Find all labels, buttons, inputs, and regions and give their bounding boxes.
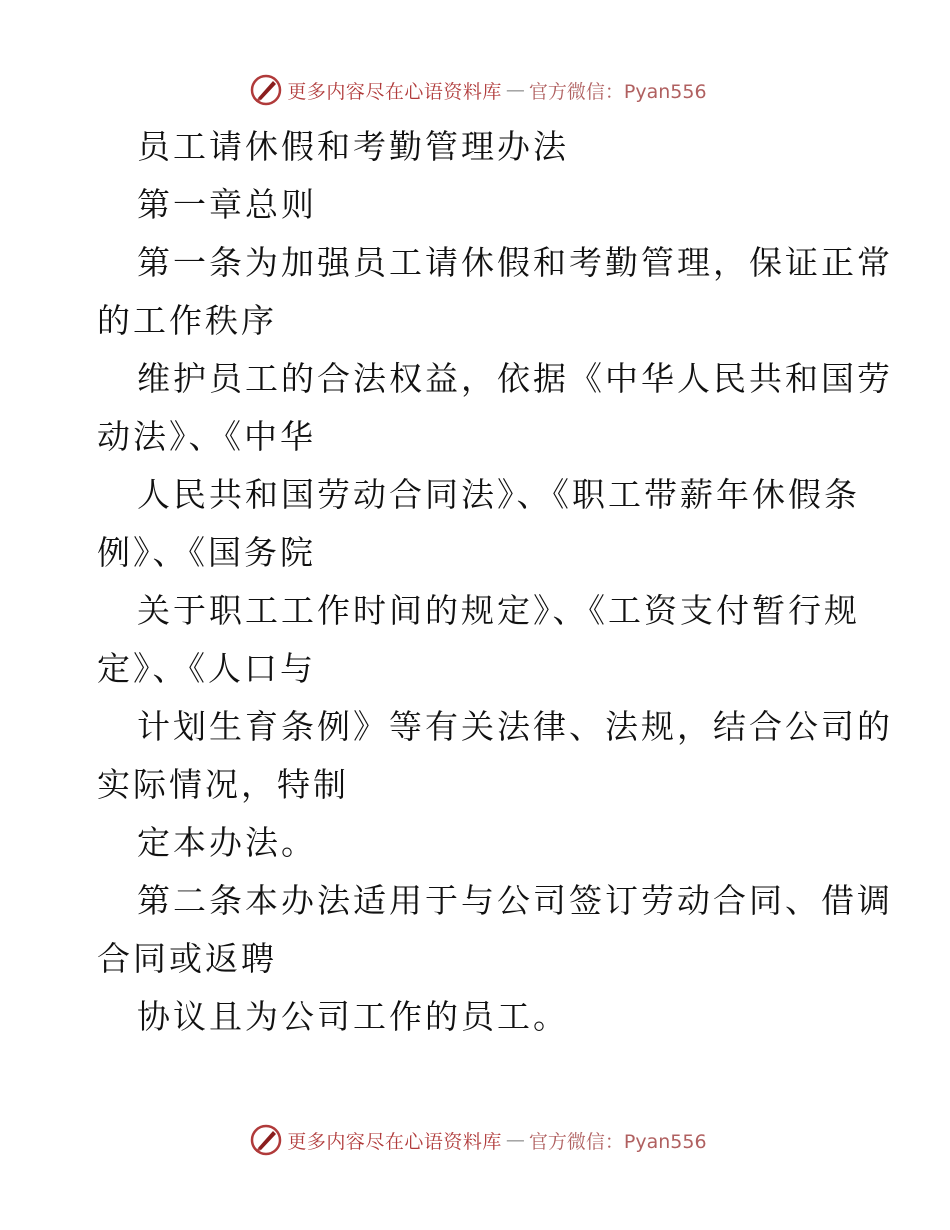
header-banner-text: 更多内容尽在心语资料库 bbox=[287, 80, 502, 103]
header-banner-content bbox=[249, 73, 706, 107]
paragraph-line: 维护员工的合法权益，依据《中华人民共和国劳 bbox=[137, 359, 893, 398]
paragraph-line: 第一条为加强员工请休假和考勤管理，保证正常 bbox=[137, 243, 893, 282]
header-banner bbox=[0, 70, 950, 110]
document-title: 员工请休假和考勤管理办法 bbox=[137, 127, 569, 166]
header-wechat-text: 官方微信：Pyan556 bbox=[528, 80, 707, 103]
pen-logo-icon bbox=[249, 1123, 283, 1157]
document-body bbox=[97, 118, 893, 1046]
header-banner-separator: — bbox=[505, 79, 525, 101]
footer-banner-separator: — bbox=[505, 1129, 525, 1151]
paragraph-line: 例》、《国务院 bbox=[97, 533, 316, 572]
paragraph-line: 定》、《人口与 bbox=[97, 649, 316, 688]
paragraph-line: 实际情况，特制 bbox=[97, 765, 349, 804]
pen-logo-icon bbox=[249, 73, 283, 107]
paragraph-line: 合同或返聘 bbox=[97, 939, 277, 978]
paragraph-line: 协议且为公司工作的员工。 bbox=[137, 997, 569, 1036]
paragraph-line: 定本办法。 bbox=[137, 823, 317, 862]
chapter-heading: 第一章总则 bbox=[137, 185, 317, 224]
paragraph-line: 计划生育条例》等有关法律、法规，结合公司的 bbox=[137, 707, 893, 746]
paragraph-line: 的工作秩序 bbox=[97, 301, 277, 340]
footer-banner bbox=[0, 1120, 950, 1160]
paragraph-line: 动法》、《中华 bbox=[97, 417, 316, 456]
footer-banner-text: 更多内容尽在心语资料库 bbox=[287, 1130, 502, 1153]
footer-banner-content bbox=[249, 1123, 706, 1157]
paragraph-line: 关于职工工作时间的规定》、《工资支付暂行规 bbox=[137, 591, 860, 630]
paragraph-line: 人民共和国劳动合同法》、《职工带薪年休假条 bbox=[137, 475, 860, 514]
footer-wechat-text: 官方微信：Pyan556 bbox=[528, 1130, 707, 1153]
paragraph-line: 第二条本办法适用于与公司签订劳动合同、借调 bbox=[137, 881, 893, 920]
